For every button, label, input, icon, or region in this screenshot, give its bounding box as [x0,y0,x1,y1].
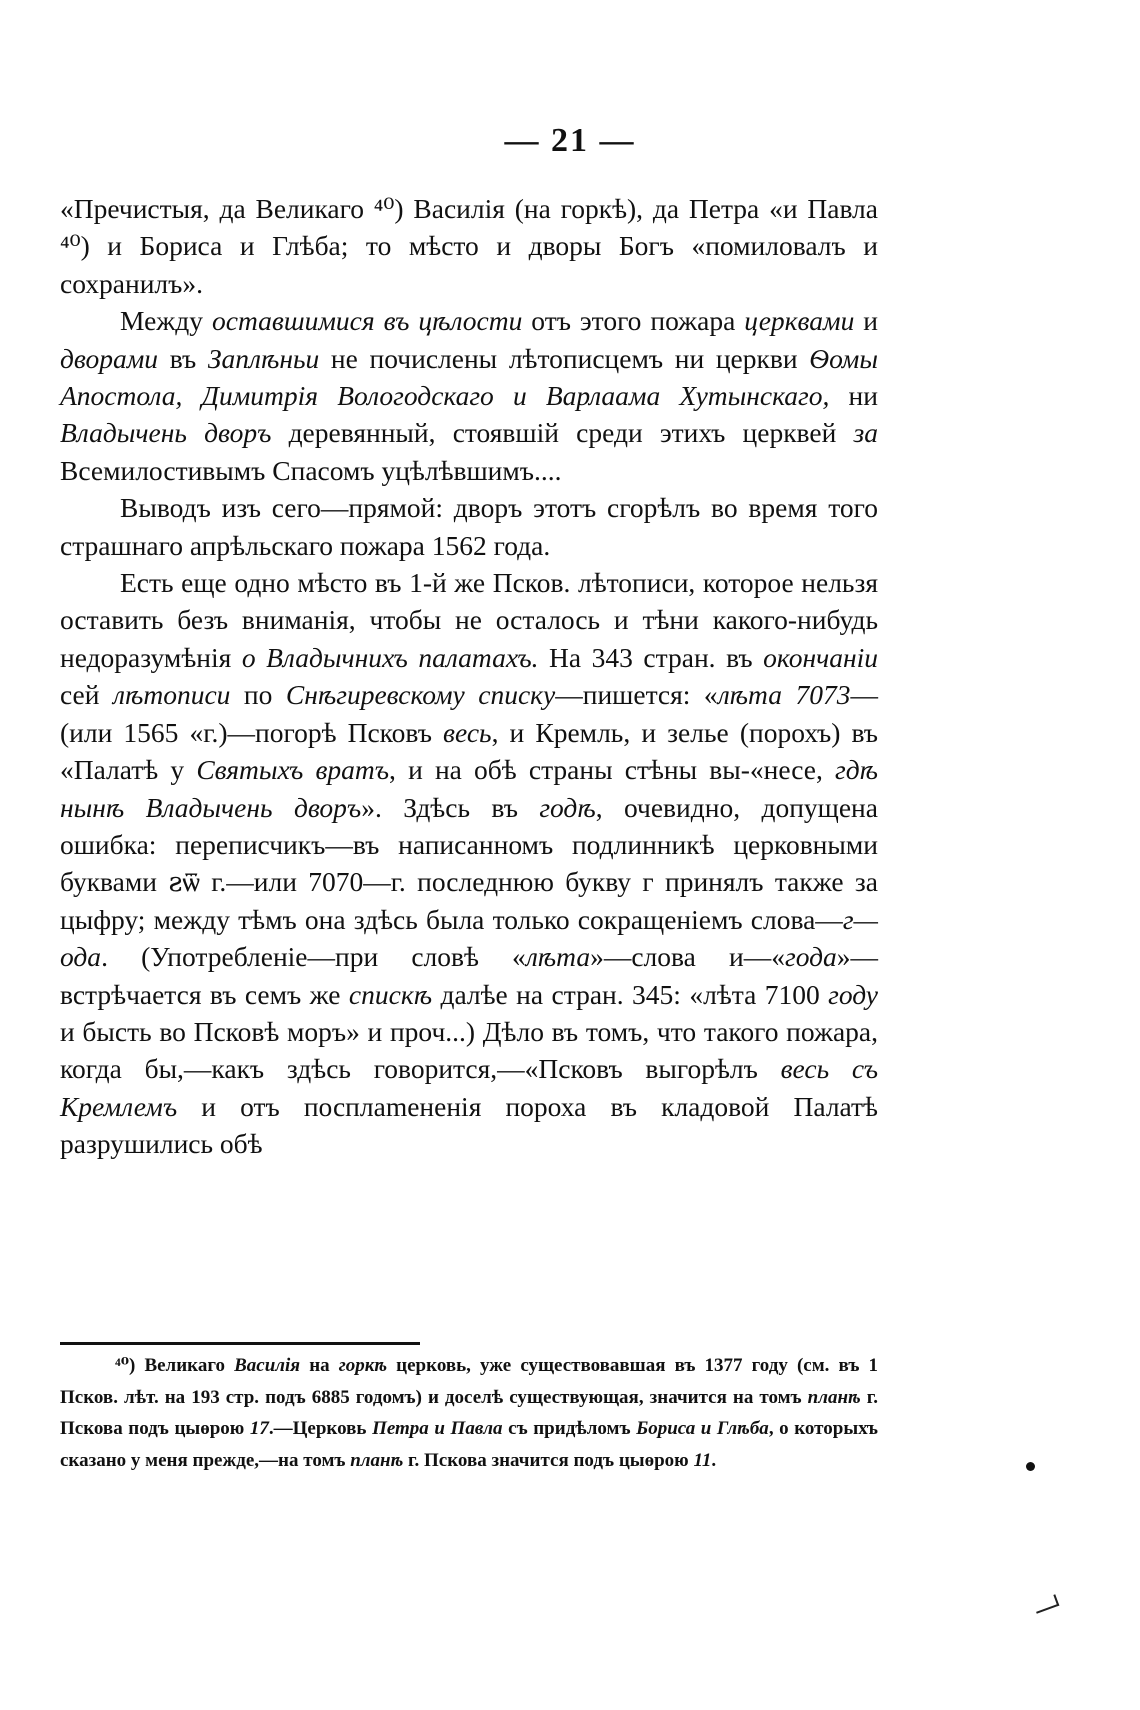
italic-run: 17 [249,1418,269,1439]
text-run: —или 7070—г. последнюю букву г принялъ также за цыфру; между тѣмъ она здѣсь была только сокращеніемъ слова— [60,866,878,935]
italic-run: окончаніи [763,641,878,673]
italic-run: Ѳомы Апостола, Димитрія Вологодскаго и Варлаама Хутынскаго, [60,342,878,412]
italic-run: за [853,417,878,449]
italic-run: Снѣгиревскому списку [285,679,556,711]
italic-run: церквами [744,305,855,337]
italic-run: лѣтописи [113,679,231,711]
text-run: г. Пскова значится подъ цыөрою [403,1449,694,1471]
text-run: , и Кремль, и зелье (порохъ) въ «Палатѣ у [60,716,878,786]
text-run: сей [60,679,113,711]
text-run: не почислены лѣтописцемъ ни церкви [319,342,810,374]
italic-run: Бориса и Глѣба [636,1418,769,1439]
text-run: Всемилостивымъ Спасомъ уцѣлѣвшимъ.... [60,454,562,486]
scan-speck [1026,1462,1035,1471]
italic-run: Святыхъ вратъ [196,754,390,786]
text-run: ни [829,380,878,412]
text-run: , очевидно, допущена ошибка: переписчикъ—въ написанномъ подлинникѣ церковными буквами [60,791,878,898]
text-run: ⁴⁰) Великаго [115,1355,235,1376]
text-run: въ [158,342,208,374]
italic-run: о Владычнихъ палатахъ. [241,641,539,673]
text-run: . (Употребленіе—при словѣ « [101,941,526,973]
pencil-mark [1033,1594,1060,1613]
text-run: и отъ посплameненія пороха въ кладовой Палатѣ разрушились обѣ [60,1090,878,1160]
paragraph-2 [60,302,878,489]
text-run: отъ этого пожара [522,305,745,337]
main-text [60,190,878,1163]
italic-run: Петра и Павла [372,1418,503,1439]
text-run: »—встрѣчается въ семъ же [60,941,878,1010]
italic-run: спискѣ [348,978,433,1010]
text-run: церковь, уже существовавшая въ 1377 году (см. въ 1 Псков. лѣт. на 193 стр. подъ 6885 годомъ) и доселѣ существующая, значится на томъ [60,1355,879,1408]
italic-run: года [784,941,837,973]
text-run: .—Церковь [268,1418,373,1439]
text-run: и [854,305,878,337]
italic-run: лѣта [525,941,591,973]
italic-run: горкѣ [338,1355,388,1376]
footnote-40 [60,1350,878,1476]
italic-run: планѣ [807,1386,861,1408]
italic-run: оставшимися въ цѣлости [211,305,523,337]
italic-run: дворами [60,342,159,374]
italic-run: Василія [234,1355,301,1376]
italic-run: лѣта 7073 [717,679,851,711]
footnotes [60,1350,878,1476]
italic-run: году [828,978,879,1010]
text-run: далѣе на стран. 345: «лѣта 7100 [432,978,829,1010]
paragraph-4 [60,564,878,1163]
text-run: ». Здѣсь въ [361,791,540,823]
italic-run: Владычень дворъ [60,417,272,449]
text-run: —(или 1565 «г.)—погорѣ Псковъ [60,679,878,748]
text-run: г. Пскова подъ цыөрою [60,1386,878,1439]
italic-run: планѣ [350,1449,404,1471]
text-run: по [230,679,286,711]
text-run: на [300,1355,339,1376]
italic-run: г—ода [60,903,878,973]
text-run: и бысть во Псковѣ моръ» и проч...) Дѣло въ томъ, что такого пожара, когда бы,—какъ здѣсь говорится,—«Псковъ выгорѣлъ [60,1015,878,1085]
text-run: деревянный, стоявшій среди этихъ церквей [271,417,854,449]
page-number: — 21 — [504,122,636,159]
text-run: »—слова и—« [590,941,785,973]
text-run: , о которыхъ сказано у меня прежде,—на томъ [60,1418,879,1471]
paragraph-3: Выводъ изъ сего—прямой: дворъ этотъ сгорѣлъ во время того страшнаго апрѣльскаго пожара 1562 года. [60,492,878,561]
italic-run: гдѣ нынѣ Владычень дворъ [60,754,878,823]
italic-run: годѣ [539,791,596,823]
footnote-rule [60,1342,420,1345]
italic-run: 11 [693,1449,712,1471]
text-run: —пишется: « [555,679,718,711]
text-run: Есть еще одно мѣсто въ 1-й же Псков. лѣтописи, которое нельзя оставить безъ вниманія, чтобы не осталось и тѣни какого-нибудь недоразумѣнія [60,567,878,673]
text-run: , и на обѣ страны стѣны вы-«несе, [389,754,836,786]
italic-run: весь съ Кремлемъ [60,1053,878,1122]
italic-run: Заплѣньи [207,342,320,374]
paragraph-1: «Пречистыя, да Великаго ⁴⁰) Василія (на горкѣ), да Петра «и Павла ⁴⁰) и Бориса и Глѣба; то мѣсто и дворы Богъ «помиловалъ и сохранилъ». [60,193,878,299]
text-run: Между [120,305,212,337]
text-run: ꙅѿ г. [168,866,227,898]
text-run: съ придѣломъ [502,1418,637,1439]
text-run: На 343 стран. въ [538,641,764,673]
text-run: . [711,1449,717,1471]
italic-run: весь [443,716,492,748]
